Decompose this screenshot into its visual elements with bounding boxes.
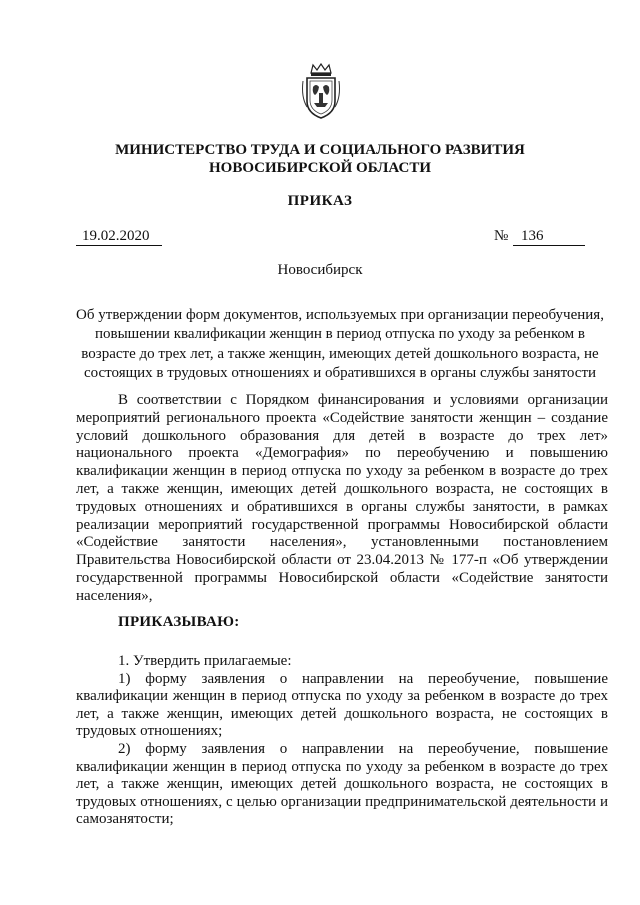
order-subject xyxy=(72,306,608,383)
order-number-label: № xyxy=(494,228,509,244)
order-number: 136 xyxy=(513,228,585,246)
item-1: 1) форму заявления о направлении на переобучение, повышение квалификации женщин в период отпуска по уходу за ребенком в возрасте до трех лет, а также женщин, имеющих детей дошкольного возраста, не состоящих в трудовых отношениях; xyxy=(76,670,608,740)
order-items xyxy=(76,653,608,829)
preamble-paragraph: В соответствии с Порядком финансирования и условиями организации мероприятий регионального проекта «Содействие занятости женщин – создание условий дошкольного образования для детей в возрасте до трех лет» национального проекта «Демография» по переобучению и повышению квалификации женщин в период отпуска по уходу за ребенком в возрасте до трех лет, а также женщин, имеющих детей дошкольного возраста, не состоящих в трудовых отношениях и обратившихся в органы службы занятости, в рамках реализации мероприятий государственной программы Новосибирской области «Содействие занятости населения», установленными постановлением Правительства Новосибирской области от 23.04.2013 № 177-п «Об утверждении государственной программы Новосибирской области «Содействие занятости населения», xyxy=(76,392,608,604)
subject-line-2: повышении квалификации женщин в период отпуска по уходу за ребенком в xyxy=(94,326,586,343)
order-date: 19.02.2020 xyxy=(76,228,162,246)
item-2: 2) форму заявления о направлении на переобучение, повышение квалификации женщин в период отпуска по уходу за ребенком в возрасте до трех лет, а также женщин, имеющих детей дошкольного возраста, не состоящих в трудовых отношениях, с целью организации предпринимательской деятельности и самозанятости; xyxy=(76,740,608,828)
preamble xyxy=(76,392,608,606)
document-type: ПРИКАЗ xyxy=(287,193,353,209)
coat-of-arms-icon xyxy=(299,63,343,120)
items-intro: 1. Утвердить прилагаемые: xyxy=(118,653,292,669)
city: Новосибирск xyxy=(277,262,363,278)
ministry-name xyxy=(60,141,580,177)
subject-line-4: состоящих в трудовых отношениях и обратившихся в органы службы занятости xyxy=(83,364,597,381)
subject-line-1: Об утверждении форм документов, используемых при организации переобучения, xyxy=(76,307,604,323)
ministry-line-2: НОВОСИБИРСКОЙ ОБЛАСТИ xyxy=(208,160,432,176)
ministry-line-1: МИНИСТЕРСТВО ТРУДА И СОЦИАЛЬНОГО РАЗВИТИЯ xyxy=(115,142,525,158)
decree-heading: ПРИКАЗЫВАЮ: xyxy=(118,614,240,630)
subject-line-3: возрасте до трех лет, а также женщин, имеющих детей дошкольного возраста, не xyxy=(81,345,599,362)
